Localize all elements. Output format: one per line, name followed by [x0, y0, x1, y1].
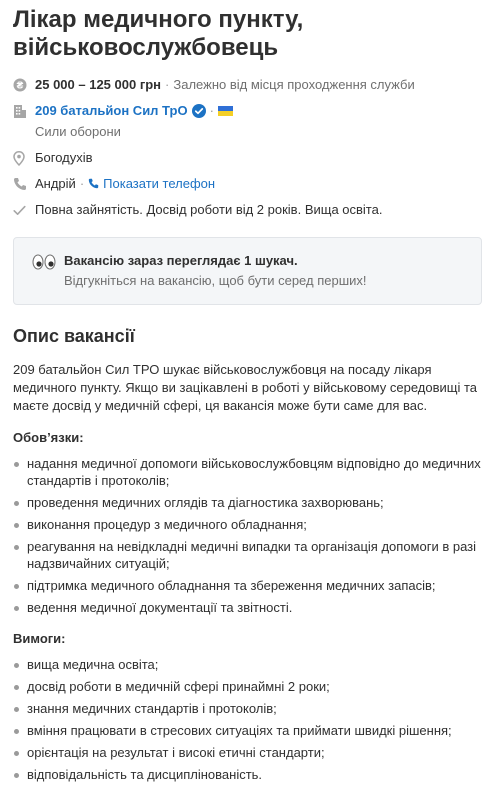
company-link[interactable]: 209 батальйон Сил ТрО: [35, 103, 188, 118]
list-item: підтримка медичного обладнання та збереження медичних запасів;: [13, 577, 482, 594]
list-item: надання медичної допомоги військовослужбовцям відповідно до медичних стандартів і протоколів;: [13, 455, 482, 489]
requirements-heading: Вимоги:: [13, 631, 66, 646]
conditions-row: [13, 201, 482, 219]
list-item: орієнтація на результат і високі етичні стандарти;: [13, 744, 482, 761]
phone-icon: [13, 175, 35, 193]
list-item: проведення медичних оглядів та діагностика захворювань;: [13, 494, 482, 511]
salary-value: 25 000 – 125 000 грн: [35, 77, 162, 92]
description-heading: Опис вакансії: [13, 326, 135, 346]
description-intro: 209 батальйон Сил ТРО шукає військовослужбовця на посаду лікаря медичного пункту. Якщо ви зацікавлені в роботі у військовому середовищі та маєте досвід у медичній сфері, ця вакансія може бути саме для вас.: [13, 362, 477, 413]
notice-text: Відгукніться на вакансію, щоб бути серед перших!: [64, 273, 367, 288]
show-phone-label: Показати телефон: [103, 176, 216, 191]
location-row: [13, 149, 482, 167]
notice-title: Вакансію зараз переглядає 1 шукач.: [64, 253, 298, 268]
money-icon: [13, 76, 35, 94]
duties-list: [13, 455, 482, 616]
page-title: Лікар медичного пункту, військовослужбовець: [13, 6, 304, 61]
building-icon: [13, 102, 35, 120]
duties-heading: Обов’язки:: [13, 430, 84, 445]
contact-row: Андрій · Показати телефон: [13, 175, 482, 193]
viewers-notice: [13, 237, 482, 305]
svg-text:₴: ₴: [16, 80, 24, 92]
show-phone-button[interactable]: [88, 176, 215, 191]
list-item: реагування на невідкладні медичні випадки та організація допомоги в разі надзвичайних ситуацій;: [13, 538, 482, 572]
list-item: вища медична освіта;: [13, 656, 482, 673]
city: Богодухів: [35, 150, 93, 165]
ukraine-flag-icon: [218, 106, 233, 116]
vacancy-info: [13, 76, 482, 219]
contact-name: Андрій: [35, 176, 76, 191]
list-item: вміння працювати в стресових ситуаціях та приймати швидкі рішення;: [13, 722, 482, 739]
company-row: 209 батальйон Сил ТрО · Сили оборони: [13, 102, 482, 141]
eyes-icon: [32, 252, 64, 275]
location-pin-icon: [13, 149, 35, 167]
list-item: виконання процедур з медичного обладнання;: [13, 516, 482, 533]
list-item: досвід роботи в медичній сфері принаймні 2 роки;: [13, 678, 482, 695]
verified-icon: [192, 104, 206, 123]
phone-link-icon: [88, 178, 99, 189]
list-item: знання медичних стандартів і протоколів;: [13, 700, 482, 717]
conditions: Повна зайнятість. Досвід роботи від 2 років. Вища освіта.: [35, 202, 383, 217]
list-item: відповідальність та дисциплінованість.: [13, 766, 482, 783]
requirements-list: [13, 656, 482, 783]
company-category: Сили оборони: [35, 124, 121, 139]
list-item: ведення медичної документації та звітності.: [13, 599, 482, 616]
salary-row: ₴ 25 000 – 125 000 грн · Залежно від місця проходження служби: [13, 76, 482, 94]
salary-note: Залежно від місця проходження служби: [173, 77, 415, 92]
check-icon: [13, 201, 35, 219]
